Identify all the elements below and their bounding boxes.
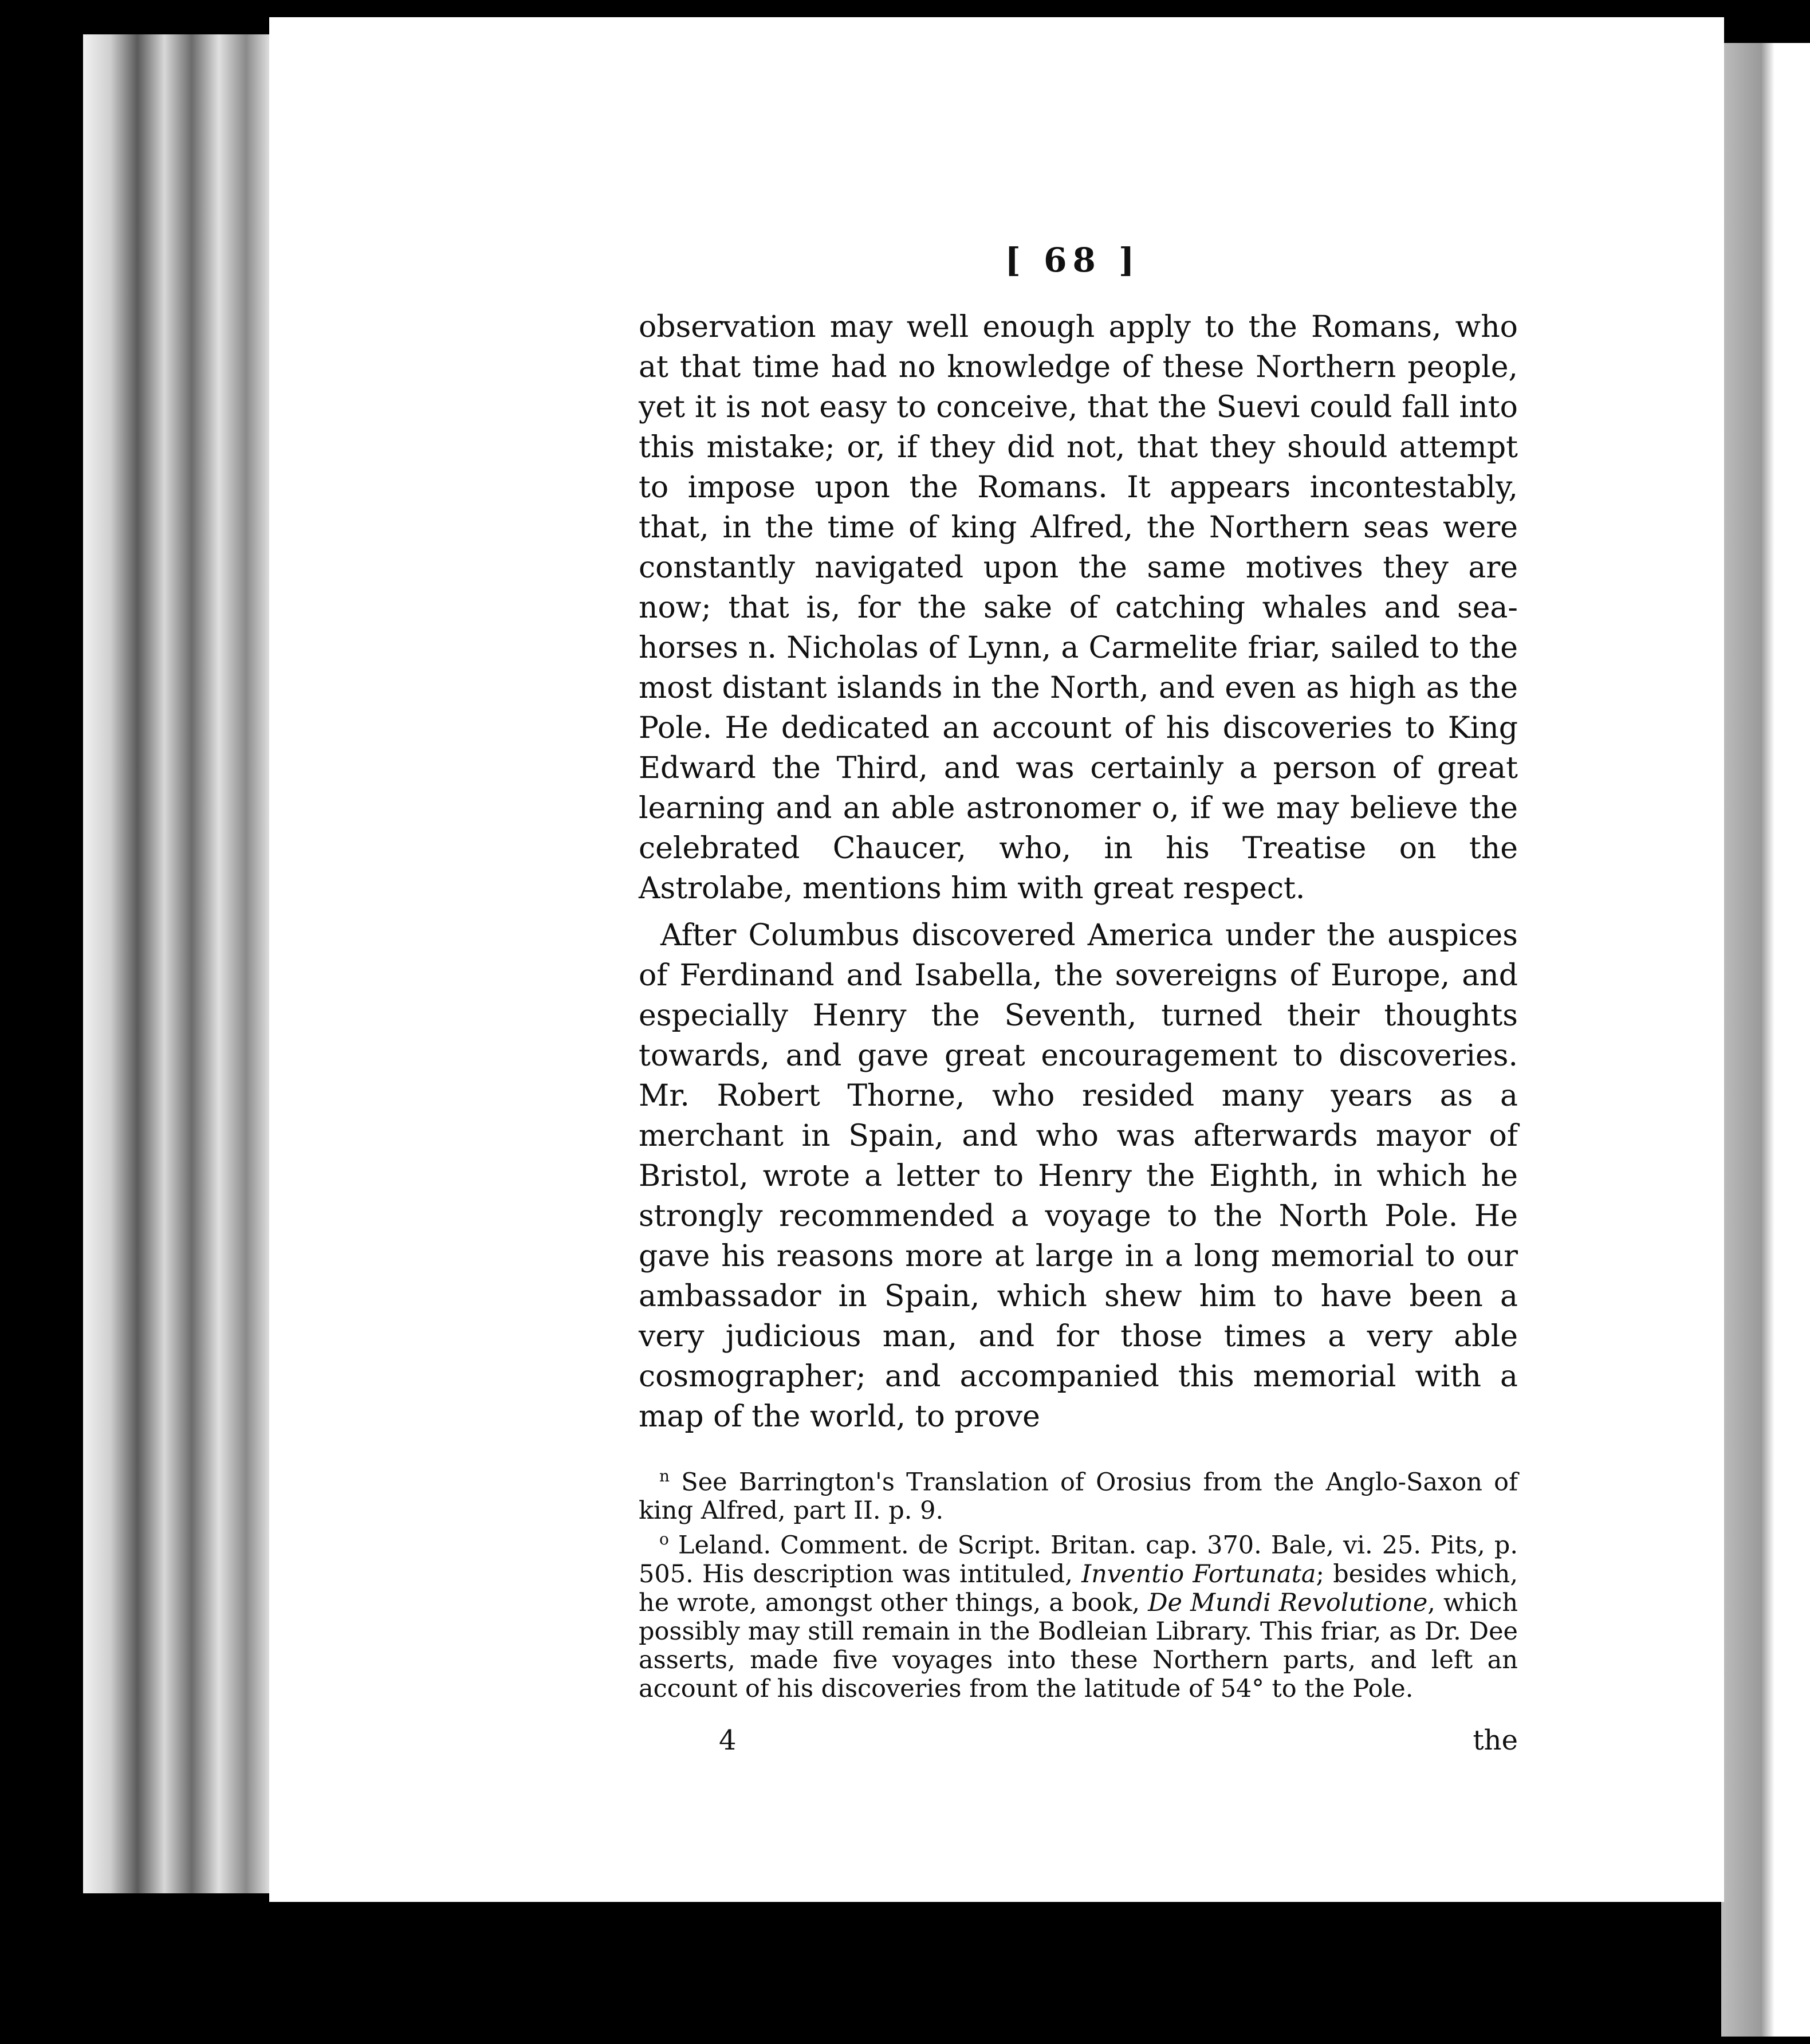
footnotes	[639, 1462, 1518, 1703]
footnote-o-text-c: , which possibly may still remain in the Bodleian Library. This friar, as Dr. Dee asserts, made five voyages into these Northern parts, and left an account of his discoveries from the latitude of 54° to the Pole.	[639, 1588, 1518, 1703]
footnote-o	[639, 1525, 1518, 1703]
footnote-n-text: See Barrington's Translation of Orosius from the Anglo-Saxon of king Alfred, part II. p. 9.	[639, 1468, 1518, 1526]
signature-mark: 4	[719, 1724, 737, 1756]
footnote-o-text-b: ; besides which, he wrote, amongst other things, a book,	[639, 1559, 1518, 1617]
footnote-n-mark: n	[659, 1467, 670, 1485]
footnote-o-italic-title-2: De Mundi Revolutione	[1148, 1588, 1428, 1617]
paragraph-2: After Columbus discovered America under the auspices of Ferdinand and Isabella, the sovereigns of Europe, and especially Henry the Seventh, turned their thoughts towards, and gave great encouragement to discoveries. Mr. Robert Thorne, who resided many years as a merchant in Spain, and who was afterwards mayor of Bristol, wrote a letter to Henry the Eighth, in which he strongly recommended a voyage to the North Pole. He gave his reasons more at large in a long memorial to our ambassador in Spain, which shew him to have been a very judicious man, and for those times a very able cosmographer; and accompanied this memorial with a map of the world, to prove	[639, 918, 1518, 1434]
footnote-n	[639, 1462, 1518, 1525]
page-foot	[639, 1725, 1518, 1756]
footnote-o-text-a: Leland. Comment. de Script. Britan. cap. 370. Bale, vi. 25. Pits, p. 505. His description was intituled,	[639, 1531, 1518, 1589]
page-content	[639, 241, 1518, 1756]
body-text	[639, 307, 1518, 1437]
footnote-o-italic-title-1: Inventio Fortunata	[1081, 1559, 1316, 1589]
page-number: [ 68 ]	[1005, 241, 1140, 280]
paragraph-1: observation may well enough apply to the Romans, who at that time had no knowledge of these Northern people, yet it is not easy to conceive, that the Suevi could fall into this mistake; or, if they did not, that they should attempt to impose upon the Romans. It appears incontestably, that, in the time of king Alfred, the Northern seas were constantly navigated upon the same motives they are now; that is, for the sake of catching whales and sea-horses n. Nicholas of Lynn, a Carmelite friar, sailed to the most distant islands in the North, and even as high as the Pole. He dedicated an account of his discoveries to King Edward the Third, and was certainly a person of great learning and an able astronomer o, if we may believe the celebrated Chaucer, who, in his Treatise on the Astrolabe, mentions him with great respect.	[639, 310, 1518, 906]
facing-page-edge	[1721, 43, 1810, 2037]
catchword: the	[1473, 1724, 1518, 1756]
footnote-o-mark: o	[659, 1530, 669, 1549]
